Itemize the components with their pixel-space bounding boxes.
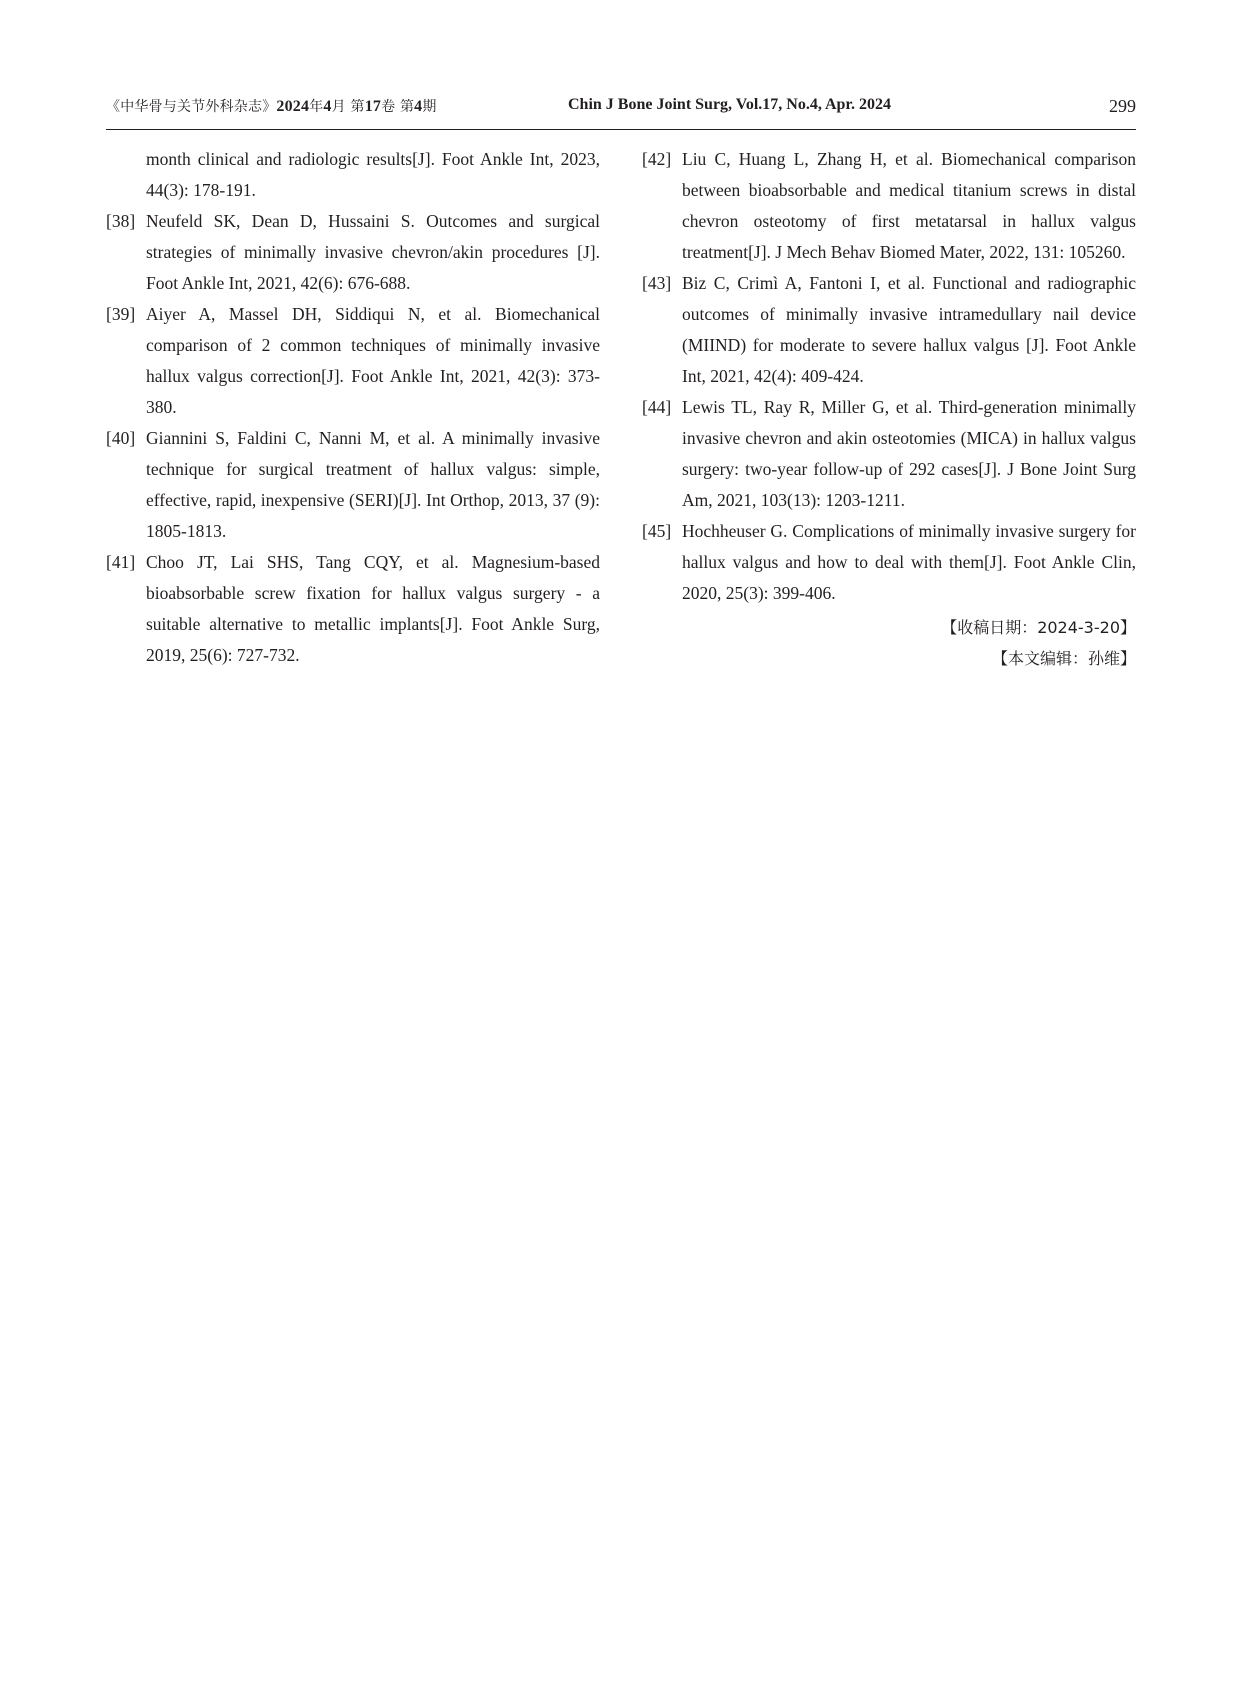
reference-number: [42] (642, 149, 672, 169)
reference-number: [44] (642, 397, 672, 417)
reference-number: [40] (106, 428, 136, 448)
references-column-left (106, 144, 600, 671)
reference-number: [41] (106, 552, 136, 572)
reference-text: Giannini S, Faldini C, Nanni M, et al. A minimally invasive technique for surgical treatment of hallux valgus: simple, effective, rapid, inexpensive (SERI)[J]. Int Orthop, 2013, 37 (9): 1805-1813. (146, 428, 600, 541)
article-footnotes (642, 612, 1136, 674)
editor-credit: 【本文编辑：孙维】 (991, 649, 1136, 668)
reference-item (642, 268, 1136, 392)
reference-text: Liu C, Huang L, Zhang H, et al. Biomechanical comparison between bioabsorbable and medical titanium screws in distal chevron osteotomy of first metatarsal in hallux valgus treatment[J]. J Mech Behav Biomed Mater, 2022, 131: 105260. (682, 149, 1136, 262)
reference-text: Hochheuser G. Complications of minimally invasive surgery for hallux valgus and how to deal with them[J]. Foot Ankle Clin, 2020, 25(3): 399-406. (682, 521, 1136, 603)
reference-item (106, 547, 600, 671)
reference-number: [38] (106, 211, 136, 231)
journal-title-en: Chin J Bone Joint Surg, Vol.17, No.4, Apr. 2024 (568, 96, 892, 113)
reference-item (642, 516, 1136, 609)
page-number: 299 (1109, 96, 1136, 116)
reference-item (642, 144, 1136, 268)
reference-number: [43] (642, 273, 672, 293)
reference-item (642, 392, 1136, 516)
reference-item (106, 423, 600, 547)
header-rule (106, 129, 1136, 130)
reference-number: [39] (106, 304, 136, 324)
reference-text: Neufeld SK, Dean D, Hussaini S. Outcomes and surgical strategies of minimally invasive chevron/akin procedures [J]. Foot Ankle Int, 2021, 42(6): 676-688. (146, 211, 600, 293)
reference-text: Biz C, Crimì A, Fantoni I, et al. Functional and radiographic outcomes of minimally invasive intramedullary nail device (MIIND) for moderate to severe hallux valgus [J]. Foot Ankle Int, 2021, 42(4): 409-424. (682, 273, 1136, 386)
reference-text: Choo JT, Lai SHS, Tang CQY, et al. Magnesium-based bioabsorbable screw fixation for hallux valgus surgery - a suitable alternative to metallic implants[J]. Foot Ankle Surg, 2019, 25(6): 727-732. (146, 552, 600, 665)
running-header (106, 96, 1136, 120)
reference-item (106, 299, 600, 423)
reference-text: month clinical and radiologic results[J]. Foot Ankle Int, 2023, 44(3): 178-191. (146, 149, 600, 200)
reference-item (106, 206, 600, 299)
received-date: 【收稿日期：2024-3-20】 (941, 618, 1136, 637)
reference-text: Aiyer A, Massel DH, Siddiqui N, et al. Biomechanical comparison of 2 common techniques of minimally invasive hallux valgus correction[J]. Foot Ankle Int, 2021, 42(3): 373-380. (146, 304, 600, 417)
references-column-right (642, 144, 1136, 674)
journal-title-cn: 《中华骨与关节外科杂志》2024年4月 第17卷 第4期 (106, 98, 437, 115)
reference-item (106, 144, 600, 206)
reference-text: Lewis TL, Ray R, Miller G, et al. Third-generation minimally invasive chevron and akin osteotomies (MICA) in hallux valgus surgery: two-year follow-up of 292 cases[J]. J Bone Joint Surg Am, 2021, 103(13): 1203-1211. (682, 397, 1136, 510)
reference-number: [45] (642, 521, 672, 541)
